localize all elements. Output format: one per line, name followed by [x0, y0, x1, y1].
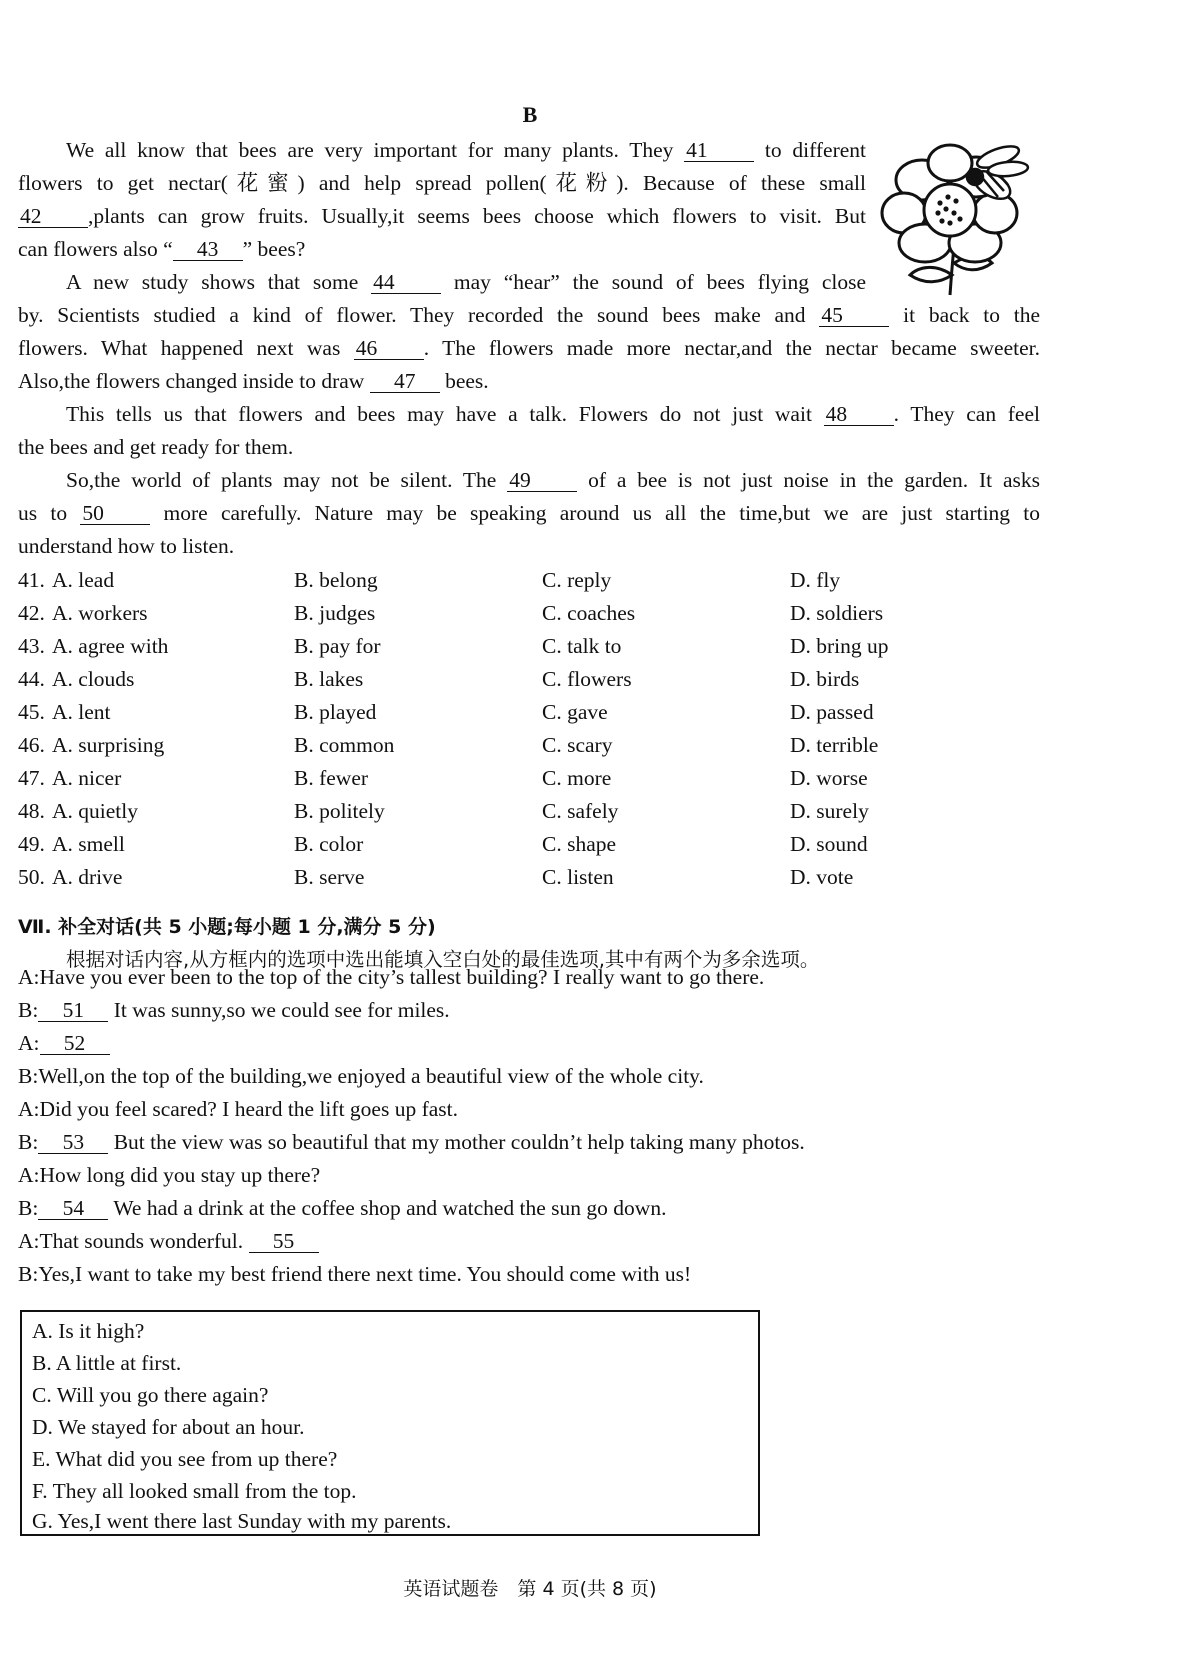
option-c: C. flowers — [542, 667, 632, 691]
blank-41: 41 — [684, 139, 754, 162]
option-b: B. politely — [294, 799, 385, 823]
passage-line-13: understand how to listen. — [18, 534, 235, 558]
option-d: D. worse — [790, 766, 868, 790]
option-d: D. vote — [790, 865, 854, 889]
section-7-instruction: 根据对话内容,从方框内的选项中选出能填入空白处的最佳选项,其中有两个为多余选项。 — [66, 948, 820, 971]
option-b: B. played — [294, 700, 377, 724]
blank-55: 55 — [249, 1230, 319, 1253]
dialogue-line-9: A:That sounds wonderful. 55 — [18, 1228, 319, 1254]
option-b: B. common — [294, 733, 395, 757]
option-b: B. judges — [294, 601, 376, 625]
option-d: D. terrible — [790, 733, 879, 757]
dialogue-line-6: B: 53 But the view was so beautiful that my mother couldn’t help taking many photos. — [18, 1130, 805, 1154]
option-a: A. agree with — [52, 634, 169, 658]
box-option-f: F. They all looked small from the top. — [32, 1479, 357, 1503]
blank-42: 42 — [18, 205, 88, 228]
option-c: C. shape — [542, 832, 617, 856]
blank-43: 43 — [173, 238, 243, 261]
dialogue-line-1: A:Have you ever been to the top of the city’s tallest building? I really want to go there. — [18, 965, 765, 989]
blank-53: 53 — [38, 1131, 108, 1154]
flower-bee-illustration — [880, 135, 1040, 300]
dialogue-line-10: B:Yes,I want to take my best friend there next time. You should come with us! — [18, 1262, 692, 1286]
option-d: D. birds — [790, 667, 860, 691]
blank-48: 48 — [824, 403, 894, 426]
passage-line-12: us to 50 more carefully. Nature may be speaking around us all the time,but we are just starting to — [18, 501, 1041, 525]
option-a: A. workers — [52, 601, 148, 625]
blank-51: 51 — [38, 999, 108, 1022]
blank-44: 44 — [371, 271, 441, 294]
box-option-a: A. Is it high? — [32, 1319, 145, 1343]
option-d: D. passed — [790, 700, 874, 724]
passage-line-5: A new study shows that some 44 may “hear” the sound of bees flying close — [66, 270, 867, 294]
dialogue-line-3: A: 52 — [18, 1030, 110, 1056]
exam-page: B We all know that bees are very important for many plants. They 41 to different flowers to get nectar(花蜜) and help spread pollen(花粉). Because of these small 42 ,plants can grow fruits. Usually,it seems bees choose which flowers to visit. But can flowers also “ 43 ” bees? A new study shows that some 44 may “hear” the sound of bees flying close by. Scientists studied a kind of flower. They recorded the sound bees make and 45 it back to the flowers. What happened next was 46 . The flowers made more nectar,and the nectar became sweeter. Also,the flowers changed inside to draw 47 bees. This tells us that flowers and bees may have a talk. Flowers do not just wait 48 . They can feel the bees and get ready for them. So,the world of plants may not be silent. The 49 of a bee is not just noise in the garden. It asks us to 50 more carefully. Nature may be speaking around us all the time,but we are just starting to understand how to listen. 41. A. lead B. belong C. reply D. fly 42. A. workers B. judges C. coaches D. soldiers 43. A. agree with B. pay for C. talk to D. bring up 44. A. clouds B. lakes C. flowers D. birds 45. A. lent B. played C. gave D. passed 46. A. surprising B. common C. scary D. terrible 47. A. nicer B. fewer C. more D. worse 48. A. quietly B. politely C. safely D. surely 49. A. smell B. color C. shape D. sound 50. A. drive B. serve C. listen D. vote Ⅶ. 补全对话(共 5 小题;每小题 1 分,满分 5 分) 根据对话内容,从方框内的选项中选出能填入空白处的最佳选项,其中有两个为多余选项。 A:Have you ever been to the top of the city’s tallest building? I really want to go there. B: 51 It was sunny,so we could see for miles. A: 52 B:Well,on the top of the building,we enjoyed a beautiful view of the whole city. A:Did you feel scared? I heard the lift goes up fast. B: 53 But the view was so beautiful that my mother couldn’t help taking many photos. A:How long did you stay up there? B: 54 We had a drink at the coffee shop and watched the sun go down. A:That sounds wonderful. 55 B:Yes,I want to take my best friend there next time. You should come with us! A. Is it high? B. A little at first. C. Will you go there again? D. We stayed for about an hour. E. What did you see from up there? F. They all looked small from the top. G. Yes,I went there last Sunday with my parents. 英语试题卷 第 4 页(共 8 页) — [0, 0, 1191, 1670]
option-a: A. nicer — [52, 766, 122, 790]
dialogue-line-4: B:Well,on the top of the building,we enjoyed a beautiful view of the whole city. — [18, 1064, 704, 1088]
option-c: C. coaches — [542, 601, 636, 625]
option-c: C. gave — [542, 700, 608, 724]
passage-line-1: We all know that bees are very important for many plants. They 41 to different — [66, 138, 866, 162]
option-a: A. lead — [52, 568, 115, 592]
dialogue-line-5: A:Did you feel scared? I heard the lift goes up fast. — [18, 1097, 458, 1121]
option-c: C. more — [542, 766, 612, 790]
passage-line-4: can flowers also “ 43 ” bees? — [18, 237, 306, 261]
section-7-heading: Ⅶ. 补全对话(共 5 小题;每小题 1 分,满分 5 分) — [18, 916, 436, 938]
option-b: B. pay for — [294, 634, 381, 658]
blank-46: 46 — [354, 337, 424, 360]
passage-line-9: This tells us that flowers and bees may have a talk. Flowers do not just wait 48 . They can feel — [66, 402, 1040, 426]
option-b: B. fewer — [294, 766, 369, 790]
dialogue-options-box — [20, 1310, 760, 1536]
option-d: D. fly — [790, 568, 841, 592]
passage-line-2: flowers to get nectar(花蜜) and help spread pollen(花粉). Because of these small — [18, 171, 866, 195]
dialogue-line-7: A:How long did you stay up there? — [18, 1163, 321, 1187]
option-a: A. drive — [52, 865, 123, 889]
passage-line-3: 42 ,plants can grow fruits. Usually,it seems bees choose which flowers to visit. But — [20, 204, 866, 228]
blank-47: 47 — [370, 370, 440, 393]
passage-line-8: Also,the flowers changed inside to draw 47 bees. — [18, 369, 489, 393]
page-footer: 英语试题卷 第 4 页(共 8 页) — [403, 1578, 657, 1600]
blank-54: 54 — [38, 1197, 108, 1220]
passage-line-6: by. Scientists studied a kind of flower. They recorded the sound bees make and 45 it back to the — [18, 303, 1040, 327]
passage-line-11: So,the world of plants may not be silent. The 49 of a bee is not just noise in the garden. It asks — [66, 468, 1041, 492]
option-d: D. surely — [790, 799, 869, 823]
passage-line-7: flowers. What happened next was 46 . The flowers made more nectar,and the nectar became sweeter. — [18, 336, 1041, 360]
option-a: A. clouds — [52, 667, 135, 691]
option-d: D. sound — [790, 832, 868, 856]
option-a: A. surprising — [52, 733, 165, 757]
box-option-g: G. Yes,I went there last Sunday with my parents. — [32, 1509, 452, 1533]
blank-45: 45 — [819, 304, 889, 327]
box-option-e: E. What did you see from up there? — [32, 1447, 338, 1471]
passage-line-10: the bees and get ready for them. — [18, 435, 294, 459]
box-option-c: C. Will you go there again? — [32, 1383, 269, 1407]
box-option-b: B. A little at first. — [32, 1351, 182, 1375]
blank-50: 50 — [80, 502, 150, 525]
section-title: B — [522, 102, 538, 127]
option-d: D. soldiers — [790, 601, 884, 625]
option-b: B. belong — [294, 568, 378, 592]
option-c: C. scary — [542, 733, 613, 757]
option-c: C. reply — [542, 568, 612, 592]
option-c: C. safely — [542, 799, 619, 823]
option-b: B. lakes — [294, 667, 364, 691]
option-c: C. listen — [542, 865, 614, 889]
option-b: B. color — [294, 832, 364, 856]
blank-52: 52 — [40, 1032, 110, 1055]
option-a: A. smell — [52, 832, 125, 856]
option-d: D. bring up — [790, 634, 889, 658]
option-a: A. quietly — [52, 799, 138, 823]
box-option-d: D. We stayed for about an hour. — [32, 1415, 305, 1439]
option-c: C. talk to — [542, 634, 622, 658]
blank-49: 49 — [507, 469, 577, 492]
option-b: B. serve — [294, 865, 365, 889]
dialogue-line-2: B: 51 It was sunny,so we could see for miles. — [18, 998, 450, 1022]
option-a: A. lent — [52, 700, 111, 724]
dialogue-line-8: B: 54 We had a drink at the coffee shop and watched the sun go down. — [18, 1196, 667, 1220]
